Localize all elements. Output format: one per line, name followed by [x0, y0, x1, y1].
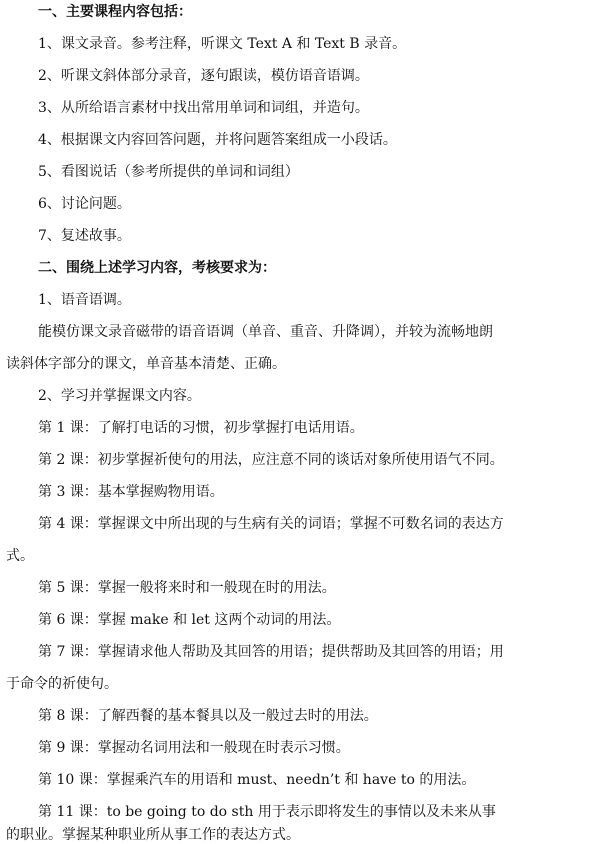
lesson-7-cont: 于命令的祈使句。 — [6, 676, 118, 692]
lesson-6: 第 6 课：掌握 make 和 let 这两个动词的用法。 — [38, 612, 341, 628]
section1-item-4: 4、根据课文内容回答问题，并将问题答案组成一小段话。 — [38, 132, 397, 148]
section1-item-5: 5、看图说话（参考所提供的单词和词组） — [38, 164, 299, 180]
section1-heading: 一、主要课程内容包括： — [38, 4, 192, 20]
section1-item-6: 6、讨论问题。 — [38, 196, 131, 212]
lesson-4-cont: 式。 — [6, 548, 34, 564]
lesson-4: 第 4 课：掌握课文中所出现的与生病有关的词语；掌握不可数名词的表达方 — [38, 516, 504, 532]
section1-item-1: 1、课文录音。参考注释，听课文 Text A 和 Text B 录音。 — [38, 36, 407, 52]
lesson-2: 第 2 课：初步掌握祈使句的用法，应注意不同的谈话对象所使用语气不同。 — [38, 452, 504, 468]
section2-sub1-paragraph-cont: 读斜体字部分的课文，单音基本清楚、正确。 — [6, 356, 286, 372]
lesson-11-cont: 的职业。掌握某种职业所从事工作的表达方式。 — [6, 827, 300, 843]
section2-sub2: 2、学习并掌握课文内容。 — [38, 388, 201, 404]
lesson-10: 第 10 课：掌握乘汽车的用语和 must、needn’t 和 have to 的用法。 — [38, 772, 476, 788]
section2-sub1: 1、语音语调。 — [38, 292, 131, 308]
lesson-8: 第 8 课：了解西餐的基本餐具以及一般过去时的用法。 — [38, 708, 378, 724]
section1-item-2: 2、听课文斜体部分录音，逐句跟读，模仿语音语调。 — [38, 68, 369, 84]
lesson-1: 第 1 课：了解打电话的习惯，初步掌握打电话用语。 — [38, 420, 364, 436]
section1-item-7: 7、复述故事。 — [38, 228, 131, 244]
lesson-7: 第 7 课：掌握请求他人帮助及其回答的用语；提供帮助及其回答的用语；用 — [38, 644, 504, 660]
section1-item-3: 3、从所给语言素材中找出常用单词和词组，并造句。 — [38, 100, 369, 116]
lesson-11: 第 11 课：to be going to do sth 用于表示即将发生的事情以及未来从事 — [38, 804, 496, 820]
lesson-3: 第 3 课：基本掌握购物用语。 — [38, 484, 224, 500]
lesson-9: 第 9 课：掌握动名词用法和一般现在时表示习惯。 — [38, 740, 350, 756]
lesson-5: 第 5 课：掌握一般将来时和一般现在时的用法。 — [38, 580, 336, 596]
section2-heading: 二、围绕上述学习内容，考核要求为： — [38, 260, 276, 276]
section2-sub1-paragraph: 能模仿课文录音磁带的语音语调（单音、重音、升降调），并较为流畅地朗 — [38, 324, 493, 340]
